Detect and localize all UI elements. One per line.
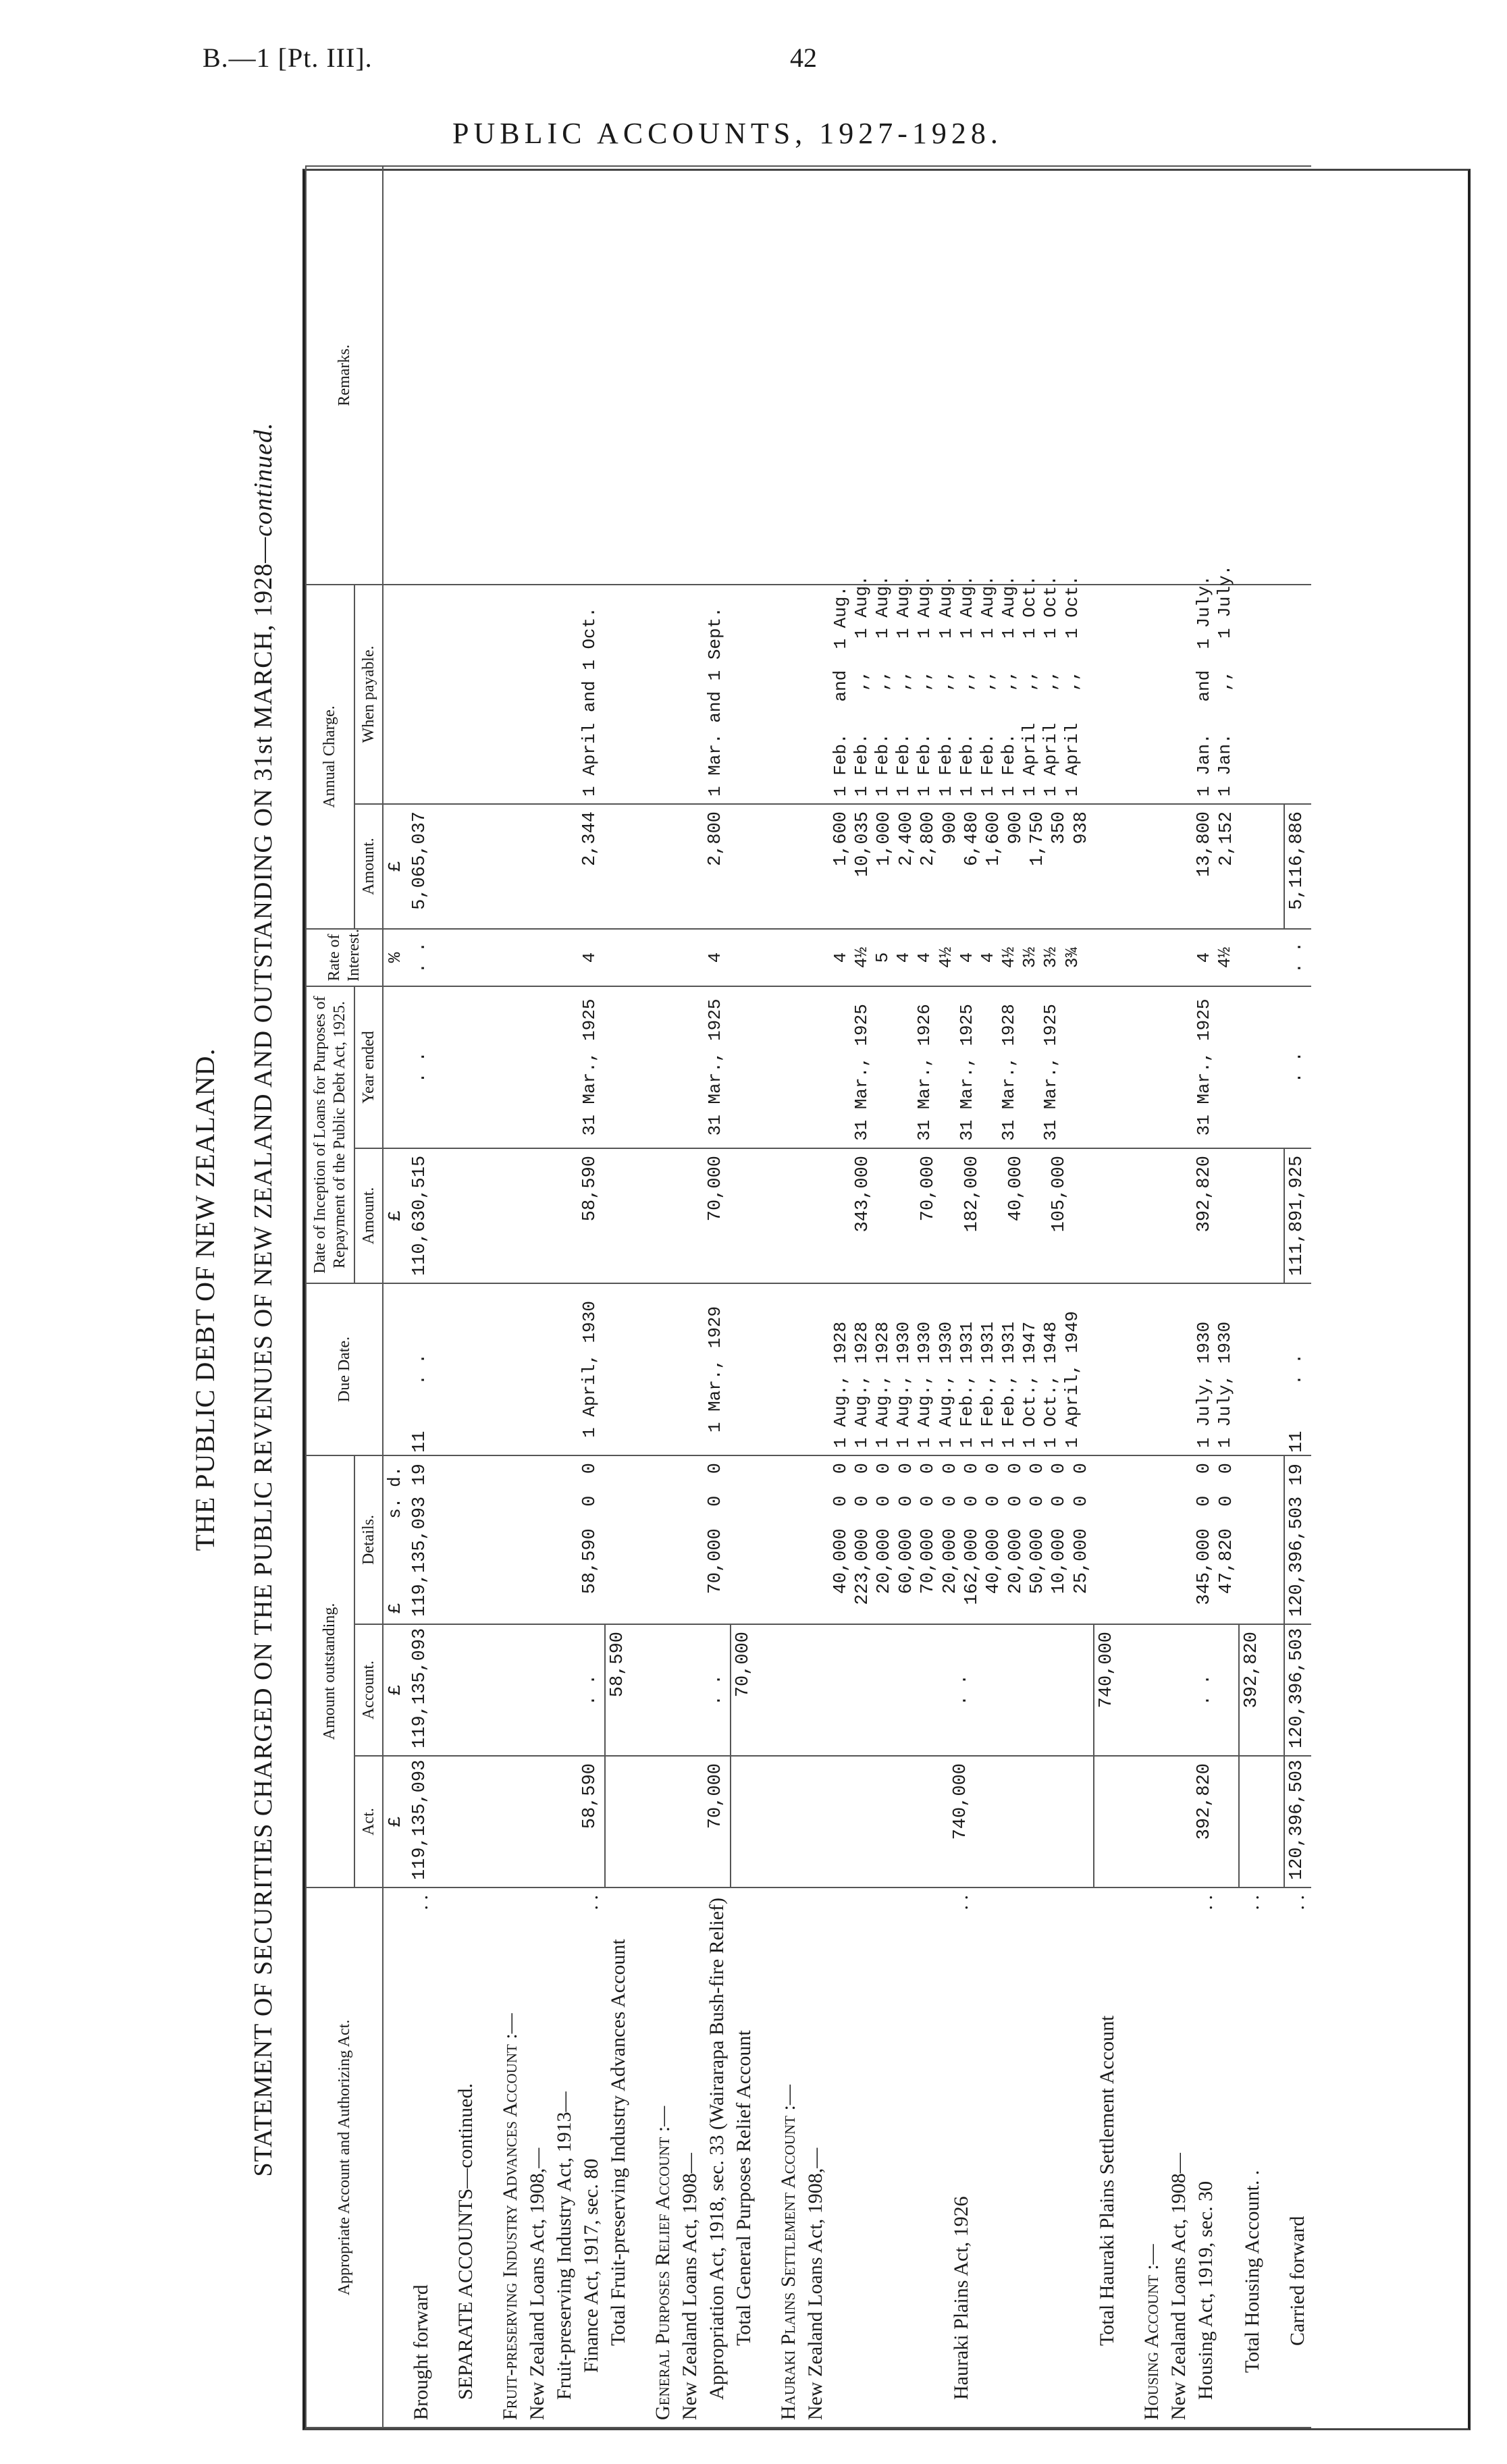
bf-year: . . xyxy=(408,986,435,1148)
fruit-total-label: Total Fruit-preserving Industry Advances Account xyxy=(605,1887,632,2428)
general-account: . . xyxy=(704,1624,731,1756)
fruit-head-row xyxy=(497,166,524,2428)
statement-main-title: THE PUBLIC DEBT OF NEW ZEALAND. xyxy=(190,1048,220,1551)
hauraki-line-1: New Zealand Loans Act, 1908,— xyxy=(802,1887,829,2428)
fruit-heading: Fruit-preserving Industry Advances Account :— xyxy=(497,1887,524,2428)
units-row xyxy=(383,166,407,2428)
general-rate: 4 xyxy=(704,929,731,986)
general-total: 70,000 xyxy=(731,1624,758,1756)
bf-charge: 5,065,037 xyxy=(408,804,435,929)
housing-head-row xyxy=(1138,166,1165,2428)
rotated-statement xyxy=(189,169,1472,2430)
housing-data-row xyxy=(1192,166,1239,2428)
bf-details: 119,135,093 19 11 xyxy=(408,1455,435,1624)
general-line-1: New Zealand Loans Act, 1908— xyxy=(677,1887,704,2428)
general-head-row xyxy=(650,166,677,2428)
fruit-dots: . . xyxy=(579,1895,602,1910)
page-title: PUBLIC ACCOUNTS, 1927-1928. xyxy=(452,117,1003,150)
header-details: Details. xyxy=(354,1455,384,1624)
housing-charge: 13,800 2,152 xyxy=(1192,804,1239,929)
statement-table xyxy=(305,165,1311,2428)
header-annual-charge: Annual Charge. xyxy=(306,585,354,929)
general-l1-row xyxy=(677,166,704,2428)
hauraki-when: 1 Feb. and 1 Aug. 1 Feb. ,, 1 Aug. 1 Feb. ,, 1 Aug. 1 Feb. ,, 1 Aug. 1 Feb. ,, 1 Aug. 1 Feb. ,, 1 Aug. 1 Feb. ,, 1 Aug. 1 Feb. ,, 1 Aug. 1 Feb. ,, 1 Aug. 1 April ,, 1 Oct. 1 April ,, 1 Oct. 1 April ,, 1 Oct. xyxy=(829,585,1094,804)
general-year: 31 Mar., 1925 xyxy=(704,986,731,1148)
housing-due: 1 July, 1930 1 July, 1930 xyxy=(1192,1283,1239,1455)
hauraki-head-row xyxy=(775,166,802,2428)
fruit-total: 58,590 xyxy=(605,1624,632,1756)
cf-details: 120,396,503 19 11 xyxy=(1284,1455,1311,1624)
hauraki-heading: Hauraki Plains Settlement Account :— xyxy=(775,1887,802,2428)
general-details: 70,000 0 0 xyxy=(704,1455,731,1624)
housing-when: 1 Jan. and 1 July. 1 Jan. ,, 1 July. xyxy=(1192,585,1239,804)
hauraki-l1-row xyxy=(802,166,829,2428)
fruit-line-2: Fruit-preserving Industry Act, 1913— xyxy=(551,1887,578,2428)
cf-rate: . . xyxy=(1284,929,1311,986)
fruit-charge: 2,344 xyxy=(578,804,605,929)
hauraki-details: 40,000 0 0 223,000 0 0 20,000 0 0 60,000 0 0 70,000 0 0 20,000 0 0 162,000 0 0 40,000 0 0 20,000 0 0 50,000 0 0 10,000 0 0 25,000 0 0 xyxy=(829,1455,1094,1624)
housing-total-dots: . . xyxy=(1241,1895,1264,1910)
hauraki-total-row xyxy=(1094,166,1121,2428)
fruit-account: . . xyxy=(578,1624,605,1756)
fruit-year: 31 Mar., 1925 xyxy=(578,986,605,1148)
unit-act: £ xyxy=(383,1756,407,1887)
housing-act: 392,820 xyxy=(1192,1756,1239,1887)
housing-account: . . xyxy=(1192,1624,1239,1756)
housing-rate: 4 4½ xyxy=(1192,929,1239,986)
cf-charge: 5,116,886 xyxy=(1284,804,1311,929)
bf-act: 119,135,093 xyxy=(408,1756,435,1887)
general-data-row xyxy=(704,166,731,2428)
hauraki-inception: 343,000 70,000 182,000 40,000 105,000 xyxy=(829,1148,1094,1283)
header-account: Appropriate Account and Authorizing Act. xyxy=(306,1887,383,2428)
hauraki-data-row xyxy=(829,166,1094,2428)
cf-account: 120,396,503 xyxy=(1284,1624,1311,1756)
hauraki-act: 740,000 xyxy=(829,1756,1094,1887)
general-total-row xyxy=(731,166,758,2428)
fruit-l1-row xyxy=(524,166,551,2428)
header-when-payable: When payable. xyxy=(354,585,384,804)
cf-inception: 111,891,925 xyxy=(1284,1148,1311,1283)
unit-details: £ s. d. xyxy=(383,1455,407,1624)
housing-total-row xyxy=(1239,166,1266,2428)
cf-due: . . xyxy=(1284,1283,1311,1455)
housing-total-label: Total Housing Account. . xyxy=(1241,2170,1264,2373)
unit-rate: % xyxy=(383,929,407,986)
cf-dots: . . xyxy=(1286,1895,1309,1910)
housing-line-1: New Zealand Loans Act, 1908— xyxy=(1165,1887,1192,2428)
fruit-act: 58,590 xyxy=(578,1756,605,1887)
bf-rate: . . xyxy=(408,929,435,986)
housing-l1-row xyxy=(1165,166,1192,2428)
housing-inception: 392,820 xyxy=(1192,1148,1239,1283)
hauraki-dots: . . xyxy=(949,1895,972,1910)
header-remarks: Remarks. xyxy=(306,166,383,585)
bf-account: 119,135,093 xyxy=(408,1624,435,1756)
general-total-label: Total General Purposes Relief Account xyxy=(731,1887,758,2428)
hauraki-total: 740,000 xyxy=(1094,1624,1121,1756)
header-inception: Date of Inception of Loans for Purposes of Repayment of the Public Debt Act, 1925. xyxy=(306,986,354,1283)
bf-due: . . xyxy=(408,1283,435,1455)
hauraki-charge: 1,600 10,035 1,000 2,400 2,800 900 6,480 1,600 900 1,750 350 938 xyxy=(829,804,1094,929)
header-account-col: Account. xyxy=(354,1624,384,1756)
housing-total: 392,820 xyxy=(1239,1624,1266,1756)
cf-year: . . xyxy=(1284,986,1311,1148)
hauraki-year: 31 Mar., 1925 31 Mar., 1926 31 Mar., 1925 31 Mar., 1928 31 Mar., 1925 xyxy=(829,986,1094,1148)
fruit-total-row xyxy=(605,166,632,2428)
header-rate: Rate of Interest. xyxy=(306,929,383,986)
statement-subtitle xyxy=(248,169,278,2430)
header-charge-amount: Amount. xyxy=(354,804,384,929)
housing-year: 31 Mar., 1925 xyxy=(1192,986,1239,1148)
hauraki-rate: 4 4½ 5 4 4 4½ 4 4 4½ 3½ 3½ 3¾ xyxy=(829,929,1094,986)
brought-forward-row xyxy=(408,166,435,2428)
fruit-line-3: Finance Act, 1917, sec. 80 xyxy=(579,2158,602,2373)
page-reference: B.—1 [Pt. III]. xyxy=(203,43,373,73)
hauraki-account: . . xyxy=(829,1624,1094,1756)
hauraki-total-label: Total Hauraki Plains Settlement Account xyxy=(1094,1887,1121,2428)
statement-subtitle-continued: continued. xyxy=(249,422,277,537)
general-charge: 2,800 xyxy=(704,804,731,929)
statement-frame xyxy=(302,169,1471,2430)
fruit-details: 58,590 0 0 xyxy=(578,1455,605,1624)
general-heading: General Purposes Relief Account :— xyxy=(650,1887,677,2428)
carried-forward-row xyxy=(1284,166,1311,2428)
hauraki-line-2: Hauraki Plains Act, 1926 xyxy=(949,2196,972,2400)
fruit-line-1: New Zealand Loans Act, 1908,— xyxy=(524,1887,551,2428)
bf-label: Brought forward xyxy=(409,2284,432,2420)
page-number: 42 xyxy=(790,43,817,73)
statement-subtitle-text: STATEMENT OF SECURITIES CHARGED ON THE PUBLIC REVENUES OF NEW ZEALAND AND OUTSTANDING ON 31st MARCH, 1928— xyxy=(249,536,277,2177)
cf-label: Carried forward xyxy=(1286,2216,1309,2346)
housing-dots: . . xyxy=(1194,1895,1217,1910)
separate-accounts-heading: SEPARATE ACCOUNTS—continued. xyxy=(452,1887,479,2428)
general-due: 1 Mar., 1929 xyxy=(704,1283,731,1455)
unit-account: £ xyxy=(383,1624,407,1756)
unit-inception: £ xyxy=(383,1148,407,1283)
fruit-data-row xyxy=(578,166,605,2428)
general-act: 70,000 xyxy=(704,1756,731,1887)
general-line-2: Appropriation Act, 1918, sec. 33 (Wairarapa Bush-fire Relief) xyxy=(704,1887,731,2428)
general-when: 1 Mar. and 1 Sept. xyxy=(704,585,731,804)
housing-line-2: Housing Act, 1919, sec. 30 xyxy=(1194,2180,1217,2400)
header-inception-year: Year ended xyxy=(354,986,384,1148)
fruit-rate: 4 xyxy=(578,929,605,986)
fruit-l2-row xyxy=(551,166,578,2428)
bf-inception: 110,630,515 xyxy=(408,1148,435,1283)
header-due-date: Due Date. xyxy=(306,1283,383,1455)
cf-act: 120,396,503 xyxy=(1284,1756,1311,1887)
header-amount-outstanding: Amount outstanding. xyxy=(306,1455,354,1887)
fruit-inception: 58,590 xyxy=(578,1148,605,1283)
housing-details: 345,000 0 0 47,820 0 0 xyxy=(1192,1455,1239,1624)
hauraki-due: 1 Aug., 1928 1 Aug., 1928 1 Aug., 1928 1 Aug., 1930 1 Aug., 1930 1 Aug., 1930 1 Feb., 1931 1 Feb., 1931 1 Feb., 1931 1 Oct., 1947 1 Oct., 1948 1 April, 1949 xyxy=(829,1283,1094,1455)
fruit-when: 1 April and 1 Oct. xyxy=(578,585,605,804)
fruit-due: 1 April, 1930 xyxy=(578,1283,605,1455)
separate-accounts-row xyxy=(452,166,479,2428)
general-inception: 70,000 xyxy=(704,1148,731,1283)
header-inception-amount: Amount. xyxy=(354,1148,384,1283)
bf-dots: . . xyxy=(409,1895,432,1910)
housing-heading: Housing Account :— xyxy=(1138,1887,1165,2428)
unit-charge: £ xyxy=(383,804,407,929)
header-act: Act. xyxy=(354,1756,384,1887)
